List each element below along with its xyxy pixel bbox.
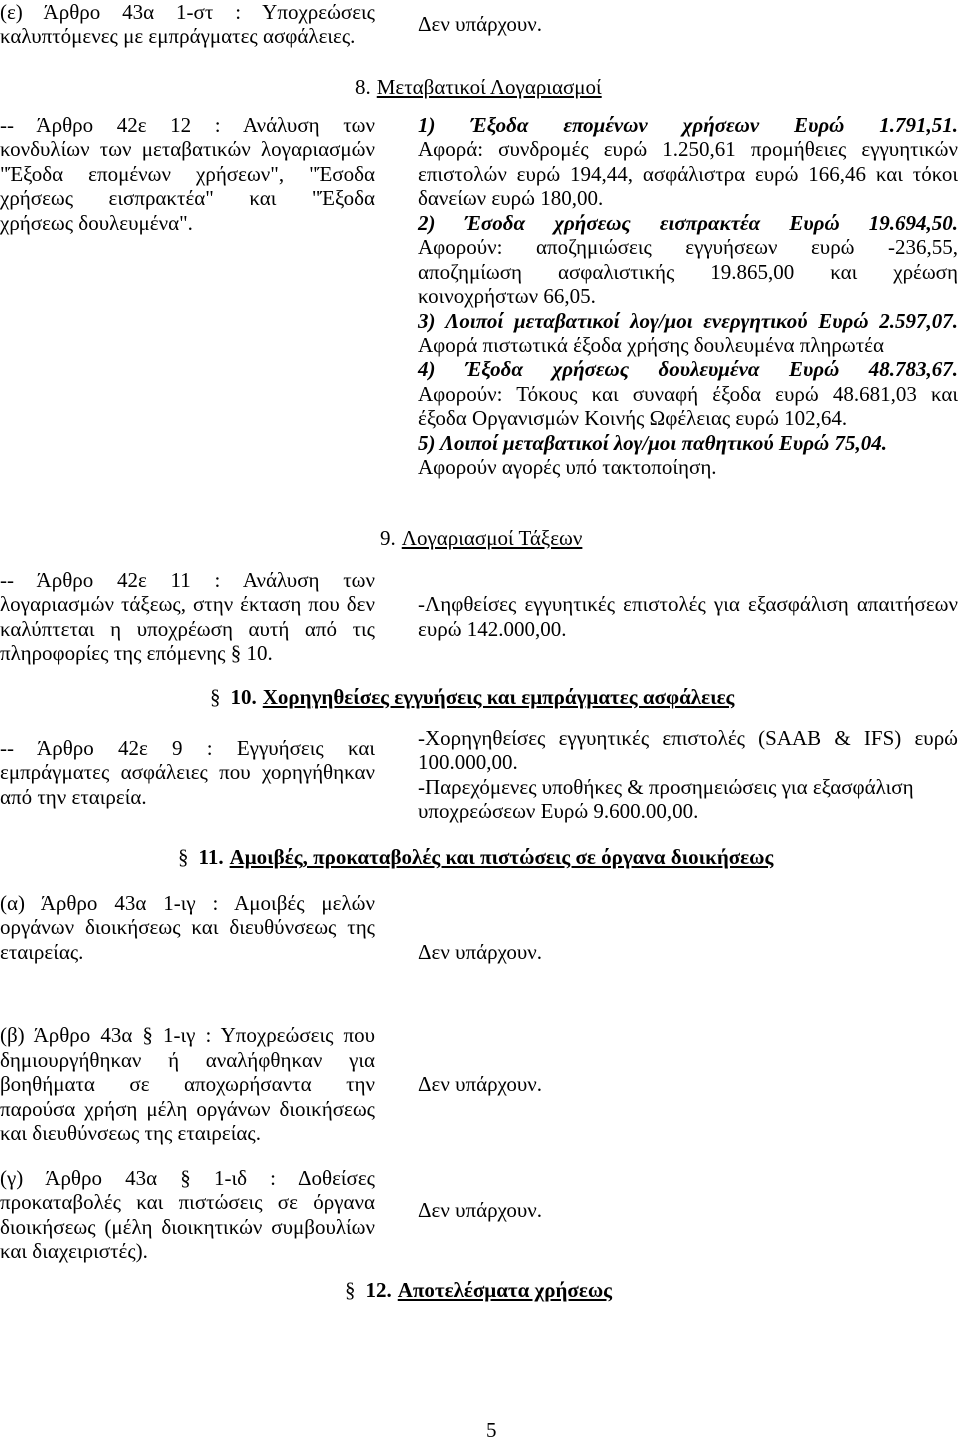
section-heading — [210, 685, 734, 710]
detail-line: -Παρεχόμενες υποθήκες & προσημειώσεις για εξασφάλιση — [418, 775, 914, 799]
section-symbol: § — [345, 1278, 356, 1302]
item-line: και διευθύνσεως της εταιρείας. — [0, 1121, 261, 1145]
item-line: και διαχειριστές). — [0, 1239, 148, 1263]
detail-line: -Χορηγηθείσες εγγυητικές επιστολές (SAAB & IFS) ευρώ — [418, 726, 958, 750]
answer-text: Δεν υπάρχουν. — [418, 12, 543, 36]
detail-line: δανείων ευρώ 180,00. — [418, 186, 604, 210]
detail-line: Αφορούν: Τόκους και συναφή έξοδα ευρώ 48.681,03 και — [418, 382, 958, 406]
detail-line: Αφορούν αγορές υπό τακτοποίηση. — [418, 455, 717, 479]
detail-line: ευρώ 142.000,00. — [418, 617, 567, 641]
section-title: Αποτελέσματα χρήσεως — [397, 1278, 613, 1302]
detail-line: επιστολών ευρώ 194,44, ασφάλιστρα ευρώ 166,46 και τόκοι — [418, 162, 958, 186]
item-line: βοηθήματα σε αποχωρήσαντα την — [0, 1072, 375, 1096]
item-line: δημιουργήθηκαν ή αναλήφθηκαν για — [0, 1048, 375, 1072]
note-line: -- Άρθρο 42ε 9 : Εγγυήσεις και — [0, 736, 375, 760]
page-number: 5 — [486, 1418, 497, 1442]
section-title: Χορηγηθείσες εγγυήσεις και εμπράγματες ασφάλειες — [262, 685, 735, 709]
section-heading — [345, 1278, 612, 1303]
detail-line: κοινοχρήστων 66,05. — [418, 284, 596, 308]
detail-heading-line: 4) Έξοδα χρήσεως δουλευμένα Ευρώ 48.783,67. — [418, 357, 958, 381]
section-symbol: § — [210, 685, 221, 709]
note-line: "Έξοδα επομένων χρήσεων", "Έσοδα — [0, 162, 375, 186]
item-line: προκαταβολές και πιστώσεις σε όργανα — [0, 1190, 375, 1214]
section-title: Αμοιβές, προκαταβολές και πιστώσεις σε όργανα διοικήσεως — [229, 845, 774, 869]
detail-line: -Ληφθείσες εγγυητικές επιστολές για εξασφάλιση απαιτήσεων — [418, 592, 958, 616]
note-line: εμπράγματες ασφάλειες που χορηγήθηκαν — [0, 760, 375, 784]
answer-text: Δεν υπάρχουν. — [418, 1072, 543, 1096]
note-line: -- Άρθρο 42ε 11 : Ανάλυση των — [0, 568, 375, 592]
section-heading — [355, 75, 602, 100]
note-line: πληροφορίες της επόμενης § 10. — [0, 641, 273, 665]
detail-line: υποχρεώσεων Ευρώ 9.600.00,00. — [418, 799, 699, 823]
note-line: από την εταιρεία. — [0, 785, 147, 809]
section-title: Μεταβατικοί Λογαριασμοί — [376, 75, 602, 99]
note-line: χρήσεως εισπρακτέα" και "Έξοδα — [0, 186, 375, 210]
item-line: διοικήσεως (μέλη διοικητικών συμβουλίων — [0, 1215, 375, 1239]
item-line: παρούσα χρήση μέλη οργάνων διοικήσεως — [0, 1097, 375, 1121]
section-heading — [178, 845, 773, 870]
section-number: 9. — [380, 526, 396, 550]
answer-text: Δεν υπάρχουν. — [418, 940, 543, 964]
note-line: χρήσεως δουλευμένα". — [0, 211, 193, 235]
detail-line: 100.000,00. — [418, 750, 518, 774]
note-line: λογαριασμών τάξεως, στην έκταση που δεν — [0, 592, 375, 616]
item-line: οργάνων διοικήσεως και διευθύνσεως της — [0, 915, 375, 939]
item-line: εταιρείας. — [0, 940, 84, 964]
section-heading — [380, 526, 582, 551]
detail-heading-line: 5) Λοιποί μεταβατικοί λογ/μοι παθητικού Ευρώ 75,04. — [418, 431, 887, 455]
section-title: Λογαριασμοί Τάξεων — [401, 526, 583, 550]
answer-text: Δεν υπάρχουν. — [418, 1198, 543, 1222]
detail-line: Αφορά: συνδρομές ευρώ 1.250,61 προμήθειες εγγυητικών — [418, 137, 958, 161]
item-line: (α) Άρθρο 43α 1-ιγ : Αμοιβές μελών — [0, 891, 375, 915]
item-line: (β) Άρθρο 43α § 1-ιγ : Υποχρεώσεις που — [0, 1023, 375, 1047]
note-line: κονδυλίων των μεταβατικών λογαριασμών — [0, 137, 375, 161]
section-number: 8. — [355, 75, 371, 99]
detail-line: Αφορά πιστωτικά έξοδα χρήσης δουλευμένα πληρωτέα — [418, 333, 884, 357]
section-number: 12. — [365, 1278, 392, 1302]
section-symbol: § — [178, 845, 189, 869]
item-line: καλυπτόμενες με εμπράγματες ασφάλειες. — [0, 24, 356, 48]
detail-heading-line: 1) Έξοδα επομένων χρήσεων Ευρώ 1.791,51. — [418, 113, 958, 137]
detail-heading-line: 3) Λοιποί μεταβατικοί λογ/μοι ενεργητικού Ευρώ 2.597,07. — [418, 309, 958, 333]
section-number: 11. — [198, 845, 224, 869]
detail-line: έξοδα Οργανισμών Κοινής Ωφέλειας ευρώ 102,64. — [418, 406, 848, 430]
detail-line: αποζημίωση ασφαλιστικής 19.865,00 και χρέωση — [418, 260, 958, 284]
note-line: -- Άρθρο 42ε 12 : Ανάλυση των — [0, 113, 375, 137]
detail-line: Αφορούν: αποζημιώσεις εγγυήσεων ευρώ -236,55, — [418, 235, 958, 259]
item-line: (γ) Άρθρο 43α § 1-ιδ : Δοθείσες — [0, 1166, 375, 1190]
note-line: καλύπτεται η υποχρέωση αυτή από τις — [0, 617, 375, 641]
detail-heading-line: 2) Έσοδα χρήσεως εισπρακτέα Ευρώ 19.694,50. — [418, 211, 958, 235]
section-number: 10. — [230, 685, 257, 709]
item-line: (ε) Άρθρο 43α 1-στ : Υποχρεώσεις — [0, 0, 375, 24]
